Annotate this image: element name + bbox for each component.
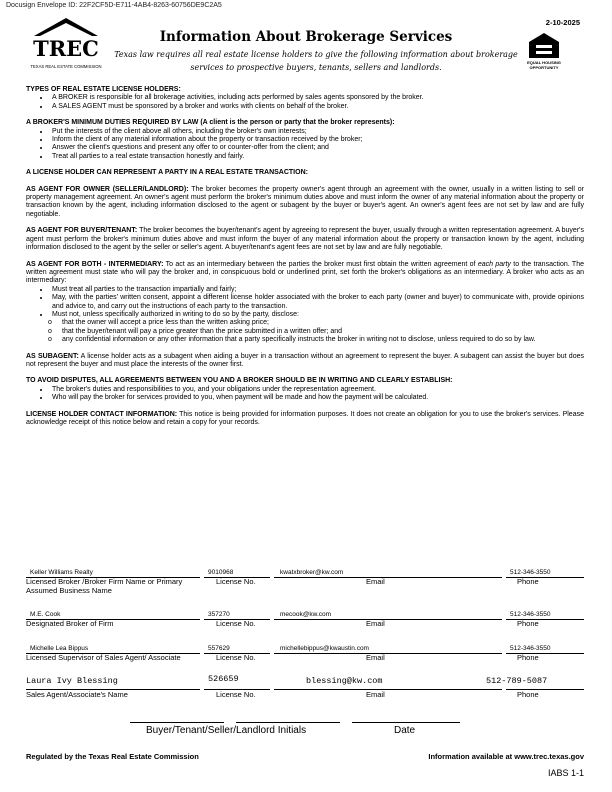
sales-agent-label: Sales Agent/Associate's Name	[26, 690, 128, 699]
list-item: • May, with the parties' written consent, appoint a different license holder associated with the broker to each party (owner and buyer) to communicate with, provide opinions and advice to, and carry out the instructions of each party to the transaction.	[50, 294, 584, 311]
sales-agent-license-value[interactable]: 526659	[208, 674, 239, 684]
intermediary-sublist	[26, 319, 584, 344]
list-item: • Must treat all parties to the transaction impartially and fairly;	[50, 286, 584, 294]
disputes-heading: TO AVOID DISPUTES, ALL AGREEMENTS BETWEEN YOU AND A BROKER SHOULD BE IN WRITING AND CLEARLY ESTABLISH:	[26, 377, 453, 385]
signature-line	[274, 619, 502, 620]
signature-line	[274, 653, 502, 654]
signature-line	[274, 689, 502, 690]
list-item: • Inform the client of any material information about the property or transaction received by the broker;	[50, 136, 584, 144]
broker-name-label: Licensed Broker /Broker Firm Name or Primary Assumed Business Name	[26, 577, 183, 595]
list-item: • The broker's duties and responsibilities to you, and your obligations under the representation agreement.	[50, 386, 584, 394]
contact-text: This notice is being provided for information purposes. It does not create an obligation for you to use the broker's services. Please acknowledge receipt of this notice below and retain a copy for your records.	[26, 410, 584, 426]
designated-email-value[interactable]: mecook@kw.com	[280, 611, 332, 618]
duties-heading: A BROKER'S MINIMUM DUTIES REQUIRED BY LAW (A client is the person or party that the broker represents):	[26, 119, 395, 127]
form-date: 2-10-2025	[545, 18, 580, 27]
both-text1: To act as an intermediary between the parties the broker must first obtain the written agreement of	[165, 260, 476, 268]
owner-lead: AS AGENT FOR OWNER (SELLER/LANDLORD):	[26, 185, 189, 193]
initials-line	[130, 722, 224, 723]
phone-label: Phone	[517, 653, 539, 662]
phone-label: Phone	[517, 619, 539, 628]
broker-phone-value[interactable]: 512-346-3550	[510, 569, 551, 576]
license-label: License No.	[216, 577, 256, 586]
sales-agent-name-value[interactable]: Laura Ivy Blessing	[26, 676, 118, 686]
email-label: Email	[366, 653, 385, 662]
subagent-lead: AS SUBAGENT:	[26, 352, 79, 360]
page-subtitle: Texas law requires all real estate license holders to give the following information about brokerage services to prospective buyers, tenants, sellers and landlords.	[114, 50, 518, 72]
broker-name-value[interactable]: Keller Williams Realty	[30, 569, 93, 576]
sales-agent-email-value[interactable]: blessing@kw.com	[306, 676, 383, 686]
list-item: • A BROKER is responsible for all brokerage activities, including acts performed by sales agents sponsored by the broker.	[50, 94, 584, 102]
disputes-list	[26, 386, 584, 403]
designated-broker-label: Designated Broker of Firm	[26, 619, 114, 628]
intermediary-paragraph	[26, 261, 584, 286]
designated-license-value[interactable]: 357270	[208, 611, 230, 618]
both-lead: AS AGENT FOR BOTH - INTERMEDIARY:	[26, 260, 164, 268]
both-text2: to the transaction. The written agreement must state who will pay the broker and, in conspicuous bold or underlined print, set forth the broker's obligations as an intermediary. A broker who acts as an intermediary:	[26, 260, 584, 285]
supervisor-license-value[interactable]: 557629	[208, 645, 230, 652]
signature-line	[274, 577, 502, 578]
phone-label: Phone	[517, 690, 539, 699]
page-title: Information About Brokerage Services	[159, 29, 453, 45]
represent-heading: A LICENSE HOLDER CAN REPRESENT A PARTY IN A REAL ESTATE TRANSACTION:	[26, 169, 308, 177]
broker-license-value[interactable]: 9010968	[208, 569, 234, 576]
date-line	[352, 722, 460, 723]
both-italic: each party	[477, 260, 511, 268]
owner-text: The broker becomes the property owner's agent through an agreement with the owner, usually in a written listing to sell or property management agreement. An owner's agent must perform the broker's minimum duties above and must inform the owner of any material information about the property or transaction known by the agent, including information disclosed to the agent or subagent by the buyer or buyer's agent. An owner's agent fees are not set by law and are fully negotiable.	[26, 185, 584, 218]
email-label: Email	[366, 690, 385, 699]
types-heading: TYPES OF REAL ESTATE LICENSE HOLDERS:	[26, 86, 181, 93]
license-label: License No.	[216, 690, 256, 699]
types-list	[26, 94, 584, 111]
footer-regulated: Regulated by the Texas Real Estate Commission	[26, 752, 199, 761]
list-item: o that the buyer/tenant will pay a price greater than the price submitted in a written offer; and	[48, 328, 584, 336]
eho-line1: EQUAL HOUSING	[527, 60, 561, 65]
supervisor-name-value[interactable]: Michelle Lea Bippus	[30, 645, 89, 652]
notice-body	[26, 86, 584, 427]
owner-paragraph	[26, 186, 584, 220]
sales-agent-phone-value[interactable]: 512-789-5087	[486, 676, 548, 686]
initials-line	[236, 722, 340, 723]
supervisor-phone-value[interactable]: 512-346-3550	[510, 645, 551, 652]
initials-label: Buyer/Tenant/Seller/Landlord Initials	[146, 725, 307, 736]
phone-label: Phone	[517, 577, 539, 586]
email-label: Email	[366, 577, 385, 586]
list-item: • Put the interests of the client above all others, including the broker's own interests;	[50, 128, 584, 136]
supervisor-email-value[interactable]: michellebippus@kwaustin.com	[280, 645, 369, 652]
contact-paragraph	[26, 411, 584, 428]
list-item: • Treat all parties to a real estate transaction honestly and fairly.	[50, 153, 584, 161]
date-label: Date	[394, 725, 416, 736]
intermediary-list	[26, 286, 584, 320]
license-label: License No.	[216, 653, 256, 662]
buyer-lead: AS AGENT FOR BUYER/TENANT:	[26, 227, 138, 235]
buyer-text: The broker becomes the buyer/tenant's agent by agreeing to represent the buyer, usually through a written representation agreement. A buyer's agent must perform the broker's minimum duties above and must inform the buyer of any material information about the property or transaction known by the agent, including information disclosed to the agent by the seller or seller's agent. A buyer/tenant's agent fees are not set by law and are fully negotiable.	[26, 227, 584, 252]
footer-info-link[interactable]: Information available at www.trec.texas.gov	[428, 752, 584, 761]
duties-list	[26, 128, 584, 162]
logo-caption: TEXAS REAL ESTATE COMMISSION	[30, 64, 102, 69]
list-item: • A SALES AGENT must be sponsored by a broker and works with clients on behalf of the broker.	[50, 103, 584, 111]
list-item: o any confidential information or any other information that a party specifically instructs the broker in writing not to disclose, unless required to do so by law.	[48, 336, 584, 344]
list-item: • Must not, unless specifically authorized in writing to do so by the party, disclose:	[50, 311, 584, 319]
subagent-paragraph	[26, 353, 584, 370]
eho-line2: OPPORTUNITY	[529, 65, 559, 70]
subagent-text: A license holder acts as a subagent when aiding a buyer in a transaction without an agreement to represent the buyer. A subagent can assist the buyer but does not represent the buyer and must place the interests of the owner first.	[26, 352, 584, 368]
supervisor-label: Licensed Supervisor of Sales Agent/ Associate	[26, 653, 181, 662]
email-label: Email	[366, 619, 385, 628]
list-item: o that the owner will accept a price less than the written asking price;	[48, 319, 584, 327]
trec-logo	[30, 16, 102, 77]
designated-broker-value[interactable]: M.E. Cook	[30, 611, 61, 618]
contact-lead: LICENSE HOLDER CONTACT INFORMATION:	[26, 410, 178, 418]
designated-phone-value[interactable]: 512-346-3550	[510, 611, 551, 618]
logo-text: TREC	[33, 36, 99, 61]
buyer-paragraph	[26, 227, 584, 252]
list-item: • Answer the client's questions and present any offer to or counter-offer from the client; and	[50, 144, 584, 152]
broker-email-value[interactable]: kwatxbroker@kw.com	[280, 569, 344, 576]
envelope-id: Docusign Envelope ID: 22F2CF5D-E711-4AB4-8263-60756DE9C2A5	[6, 2, 222, 9]
list-item: • Who will pay the broker for services provided to you, when payment will be made and how the payment will be calculated.	[50, 394, 584, 402]
form-id: IABS 1-1	[547, 768, 584, 778]
license-label: License No.	[216, 619, 256, 628]
